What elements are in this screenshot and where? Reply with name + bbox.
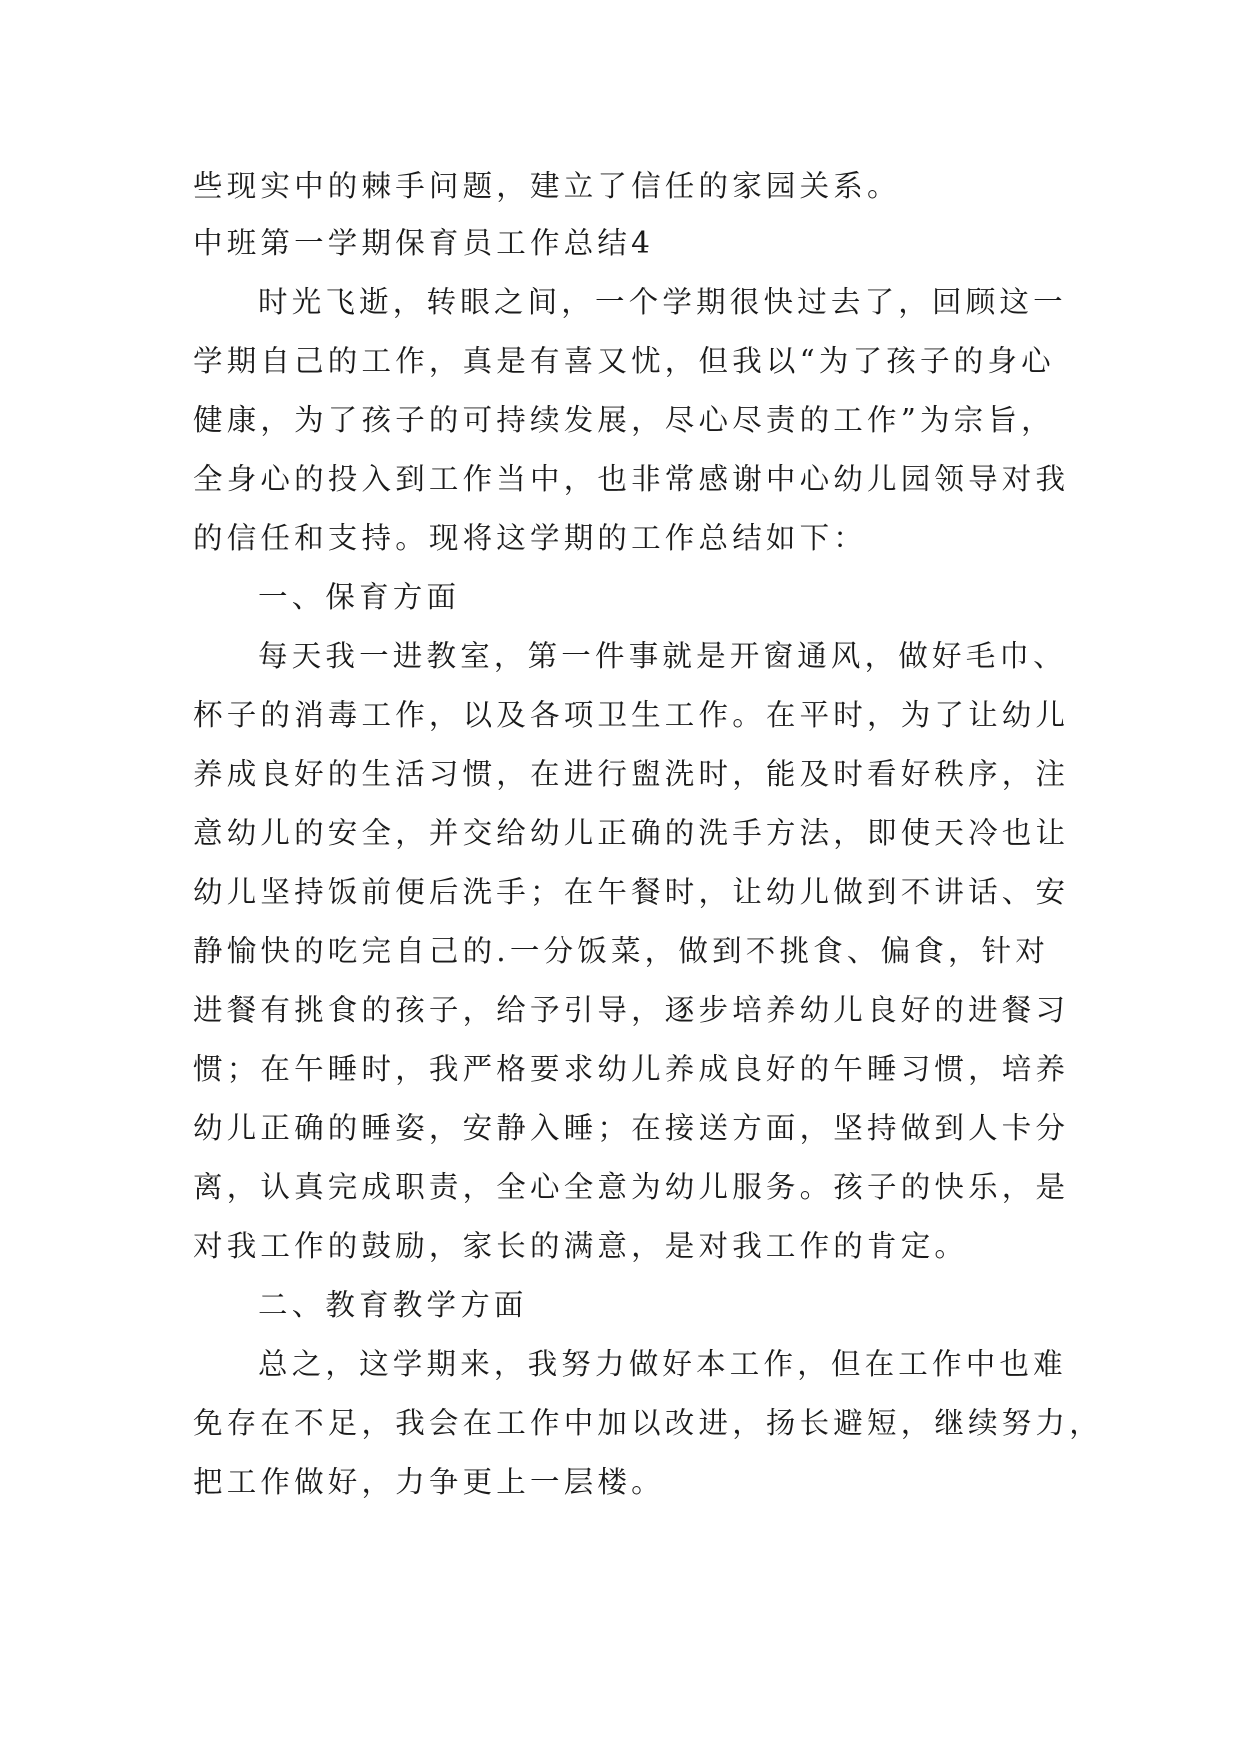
text-line: 健康，为了孩子的可持续发展，尽心尽责的工作”为宗旨， xyxy=(193,403,1055,437)
text-line: 幼儿坚持饭前便后洗手；在午餐时，让幼儿做到不讲话、安 xyxy=(193,875,1070,909)
text-line: 免存在不足，我会在工作中加以改进，扬长避短，继续努力， xyxy=(193,1406,1103,1440)
text-line: 幼儿正确的睡姿，安静入睡；在接送方面，坚持做到人卡分 xyxy=(193,1111,1070,1145)
text-line: 杯子的消毒工作，以及各项卫生工作。在平时，为了让幼儿 xyxy=(193,698,1070,732)
text-line: 惯；在午睡时，我严格要求幼儿养成良好的午睡习惯，培养 xyxy=(193,1052,1070,1086)
text-line: 每天我一进教室，第一件事就是开窗通风，做好毛巾、 xyxy=(258,639,1067,673)
text-line: 些现实中的棘手问题，建立了信任的家园关系。 xyxy=(193,169,901,203)
text-line: 全身心的投入到工作当中，也非常感谢中心幼儿园领导对我 xyxy=(193,462,1070,496)
text-line: 离，认真完成职责，全心全意为幼儿服务。孩子的快乐，是 xyxy=(193,1170,1070,1204)
text-line: 时光飞逝，转眼之间，一个学期很快过去了，回顾这一 xyxy=(258,285,1067,319)
text-line: 对我工作的鼓励，家长的满意，是对我工作的肯定。 xyxy=(193,1229,969,1263)
text-line: 意幼儿的安全，并交给幼儿正确的洗手方法，即使天冷也让 xyxy=(193,816,1070,850)
text-line: 的信任和支持。现将这学期的工作总结如下： xyxy=(193,521,868,555)
text-line: 把工作做好，力争更上一层楼。 xyxy=(193,1465,665,1499)
text-line: 静愉快的吃完自己的.一分饭菜，做到不挑食、偏食，针对 xyxy=(193,934,1050,968)
section-heading: 二、教育教学方面 xyxy=(258,1288,528,1322)
section-heading: 一、保育方面 xyxy=(258,580,461,614)
text-line: 总之，这学期来，我努力做好本工作，但在工作中也难 xyxy=(258,1347,1067,1381)
text-line: 养成良好的生活习惯，在进行盥洗时，能及时看好秩序，注 xyxy=(193,757,1070,791)
section-title: 中班第一学期保育员工作总结4 xyxy=(193,226,655,260)
text-line: 学期自己的工作，真是有喜又忧，但我以“为了孩子的身心 xyxy=(193,344,1055,378)
text-line: 进餐有挑食的孩子，给予引导，逐步培养幼儿良好的进餐习 xyxy=(193,993,1070,1027)
